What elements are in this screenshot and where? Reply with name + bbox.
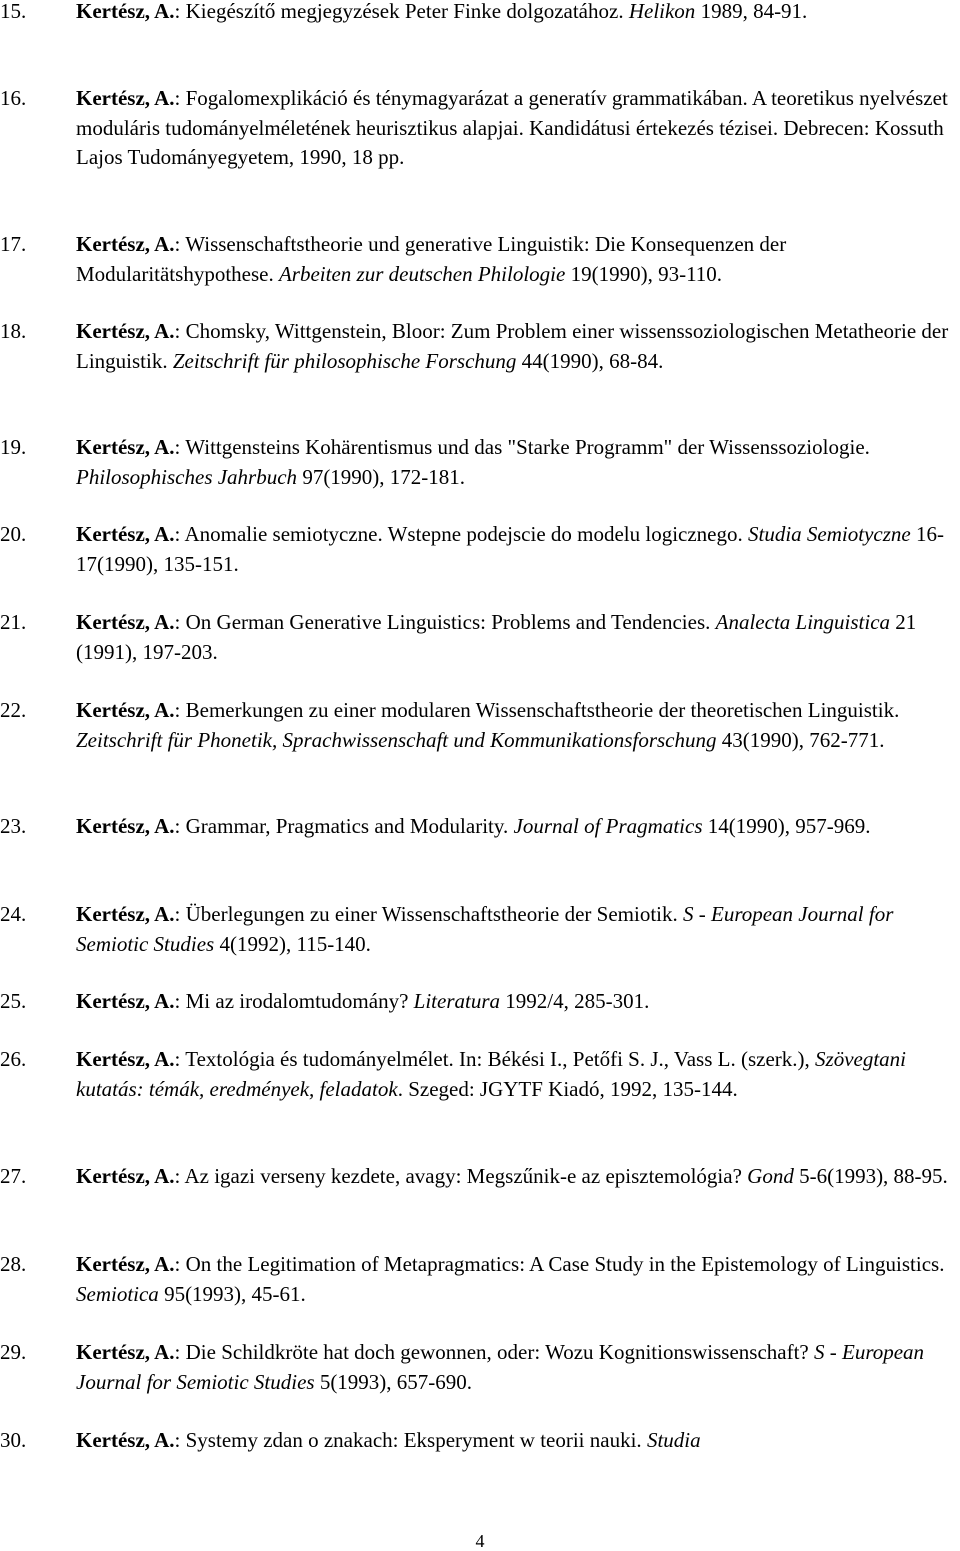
entry-citation: [76, 812, 960, 842]
page-number: 4: [475, 1531, 485, 1551]
author-name: Kertész, A.: [76, 814, 175, 838]
citation-text: : Fogalomexplikáció és ténymagyarázat a generatív grammatikában. A teoretikus nyelvészet moduláris tudományelméletének heurisztikus alapjai. Kandidátusi értekezés tézisei. Debrecen: Kossuth Lajos Tudományegyetem, 1990, 18 pp.: [76, 86, 948, 169]
author-name: Kertész, A.: [76, 86, 175, 110]
citation-text: : Mi az irodalomtudomány?: [174, 989, 414, 1013]
citation-text: : Überlegungen zu einer Wissenschaftstheorie der Semiotik.: [174, 902, 683, 926]
citation-text: 5(1993), 657-690.: [314, 1369, 473, 1394]
author-name: Kertész, A.: [76, 902, 175, 926]
citation-text: 95(1993), 45-61.: [158, 1281, 306, 1306]
citation-text: : Az igazi verseny kezdete, avagy: Megszűnik-e az episztemológia?: [174, 1164, 748, 1188]
citation-text: 5-6(1993), 88-95.: [793, 1164, 948, 1188]
citation-text: : Wissenschaftstheorie und generative Linguistik: Die Konsequenzen der Modularitätshypothese.: [76, 232, 787, 286]
publication-title: Gond: [747, 1164, 794, 1188]
entry-number: 29.: [0, 1340, 27, 1364]
publication-title: Zeitschrift für Phonetik, Sprachwissenschaft und Kommunikationsforschung: [76, 727, 717, 752]
entry-number: 23.: [0, 814, 27, 838]
citation-text: 21 (1991), 197-203.: [76, 610, 917, 664]
citation-text: : Systemy zdan o znakach: Eksperyment w teorii nauki.: [174, 1428, 647, 1452]
entry-number: 24.: [0, 902, 27, 926]
entry-number: 26.: [0, 1047, 27, 1071]
publication-title: S - European Journal for Semiotic Studies: [76, 1340, 925, 1394]
publication-title: Philosophisches Jahrbuch: [76, 464, 298, 489]
entry-citation: [76, 1162, 960, 1192]
citation-text: : Bemerkungen zu einer modularen Wissenschaftstheorie der theoretischen Linguistik.: [174, 698, 900, 722]
author-name: Kertész, A.: [76, 1252, 175, 1276]
bibliography-entry: [0, 1162, 960, 1192]
entry-citation: [76, 1045, 960, 1104]
bibliography-entry: [0, 84, 960, 173]
citation-text: : On German Generative Linguistics: Problems and Tendencies.: [174, 610, 716, 634]
citation-text: : Die Schildkröte hat doch gewonnen, oder: Wozu Kognitionswissenschaft?: [174, 1340, 815, 1364]
entry-number: 18.: [0, 319, 27, 343]
bibliography-entry: [0, 1250, 960, 1309]
entry-citation: [76, 433, 960, 492]
publication-title: Literatura: [413, 989, 501, 1013]
citation-text: 43(1990), 762-771.: [716, 727, 885, 752]
entry-number: 21.: [0, 610, 27, 634]
entry-number: 16.: [0, 86, 27, 110]
citation-text: : Textológia és tudományelmélet. In: Békési I., Petőfi S. J., Vass L. (szerk.),: [174, 1047, 816, 1071]
citation-text: : On the Legitimation of Metapragmatics: A Case Study in the Epistemology of Linguistics.: [174, 1252, 945, 1276]
publication-title: Szövegtani kutatás: témák, eredmények, feladatok: [76, 1047, 907, 1101]
citation-text: 14(1990), 957-969.: [702, 814, 871, 838]
bibliography-entry: [0, 812, 960, 842]
entry-citation: [76, 84, 960, 173]
bibliography-entry: [0, 520, 960, 579]
citation-text: 16-17(1990), 135-151.: [76, 522, 944, 576]
bibliography-entry: [0, 696, 960, 755]
citation-text: . Szeged: JGYTF Kiadó, 1992, 135-144.: [397, 1076, 738, 1101]
entry-citation: [76, 0, 960, 27]
bibliography-entry: [0, 987, 960, 1017]
citation-text: 1992/4, 285-301.: [500, 989, 650, 1013]
publication-title: Studia Semiotyczne: [748, 522, 911, 546]
author-name: Kertész, A.: [76, 698, 175, 722]
author-name: Kertész, A.: [76, 610, 175, 634]
publication-title: Analecta Linguistica: [715, 610, 891, 634]
publication-title: S - European Journal for Semiotic Studies: [76, 902, 894, 956]
citation-text: 19(1990), 93-110.: [565, 261, 723, 286]
entry-number: 25.: [0, 989, 27, 1013]
author-name: Kertész, A.: [76, 1047, 175, 1071]
bibliography-entry: [0, 1045, 960, 1104]
citation-text: : Chomsky, Wittgenstein, Bloor: Zum Problem einer wissenssoziologischen Metatheorie der Linguistik.: [76, 319, 949, 373]
publication-title: Journal of Pragmatics: [513, 814, 703, 838]
author-name: Kertész, A.: [76, 0, 175, 23]
citation-text: 97(1990), 172-181.: [297, 464, 466, 489]
bibliography-entry: [0, 1426, 960, 1456]
entry-citation: [76, 1426, 960, 1456]
publication-title: Semiotica: [76, 1281, 159, 1306]
entry-citation: [76, 520, 960, 579]
bibliography-entry: [0, 433, 960, 492]
entry-citation: [76, 1338, 960, 1397]
bibliography-entry: [0, 230, 960, 289]
entry-citation: [76, 608, 960, 667]
author-name: Kertész, A.: [76, 1428, 175, 1452]
entry-citation: [76, 696, 960, 755]
bibliography-entry: [0, 0, 960, 27]
author-name: Kertész, A.: [76, 522, 175, 546]
entry-citation: [76, 900, 960, 959]
citation-text: : Grammar, Pragmatics and Modularity.: [174, 814, 514, 838]
bibliography-entry: [0, 608, 960, 667]
citation-text: 44(1990), 68-84.: [516, 348, 664, 373]
entry-number: 30.: [0, 1428, 27, 1452]
bibliography-entry: [0, 900, 960, 959]
entry-citation: [76, 317, 960, 376]
entry-number: 22.: [0, 698, 27, 722]
entry-number: 20.: [0, 522, 27, 546]
author-name: Kertész, A.: [76, 989, 175, 1013]
citation-text: 4(1992), 115-140.: [214, 931, 371, 956]
publication-title: Zeitschrift für philosophische Forschung: [172, 348, 517, 373]
citation-text: : Wittgensteins Kohärentismus und das "Starke Programm" der Wissenssoziologie.: [174, 435, 870, 459]
entry-citation: [76, 1250, 960, 1309]
publication-title: Arbeiten zur deutschen Philologie: [278, 261, 566, 286]
entry-number: 15.: [0, 0, 27, 23]
author-name: Kertész, A.: [76, 1340, 175, 1364]
author-name: Kertész, A.: [76, 319, 175, 343]
entry-number: 27.: [0, 1164, 27, 1188]
citation-text: 1989, 84-91.: [695, 0, 808, 23]
citation-text: : Kiegészítő megjegyzések Peter Finke dolgozatához.: [174, 0, 629, 23]
bibliography-entry: [0, 1338, 960, 1397]
entry-citation: [76, 230, 960, 289]
entry-number: 17.: [0, 232, 27, 256]
entry-citation: [76, 987, 960, 1017]
bibliography-entry: [0, 317, 960, 376]
publication-title: Studia: [646, 1428, 701, 1452]
author-name: Kertész, A.: [76, 232, 175, 256]
author-name: Kertész, A.: [76, 435, 175, 459]
entry-number: 28.: [0, 1252, 27, 1276]
citation-text: : Anomalie semiotyczne. Wstepne podejscie do modelu logicznego.: [174, 522, 749, 546]
entry-number: 19.: [0, 435, 27, 459]
publication-title: Helikon: [628, 0, 696, 23]
author-name: Kertész, A.: [76, 1164, 175, 1188]
